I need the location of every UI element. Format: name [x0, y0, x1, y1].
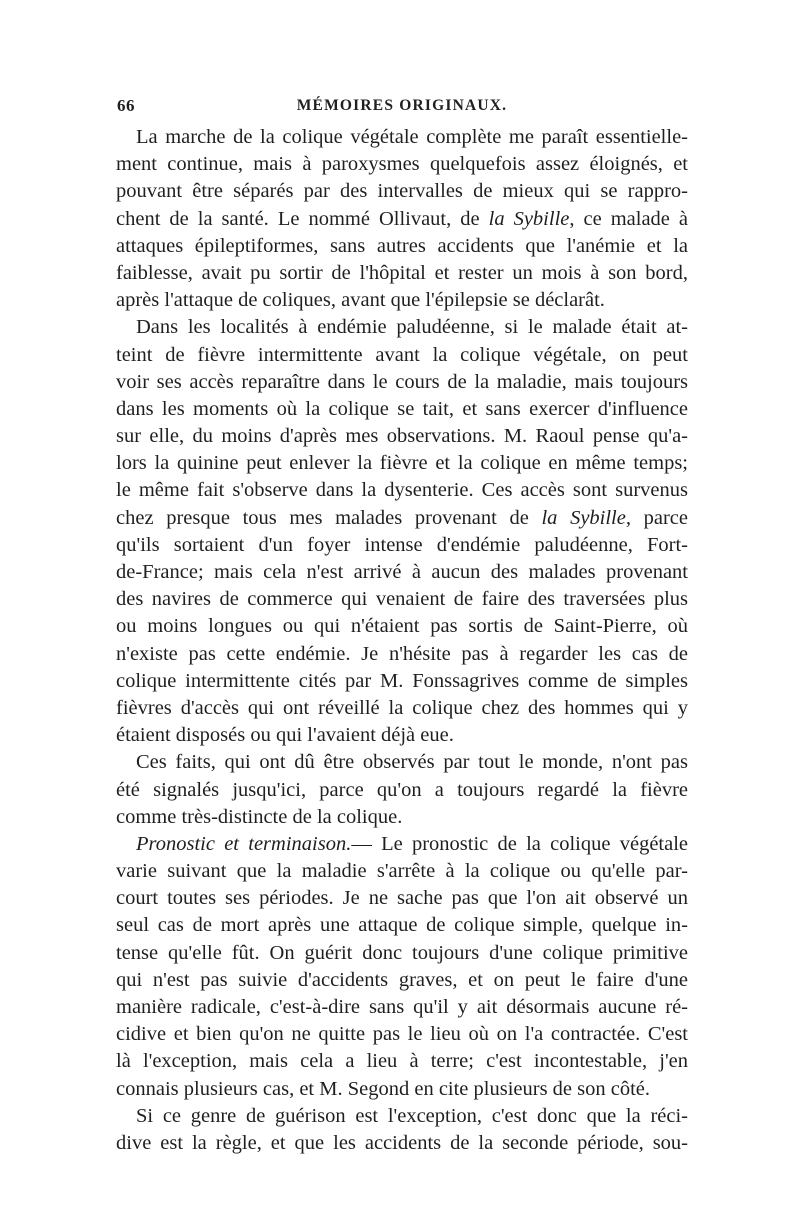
line-text: lors la quinine peut enlever la fièvre et la colique en même temps; [116, 452, 688, 475]
text-line [116, 994, 688, 1021]
line-text: sur elle, du moins d'après mes observations. M. Raoul pense qu'a- [116, 425, 688, 448]
line-text: n'existe pas cette endémie. Je n'hésite pas à regarder les cas de [116, 642, 688, 665]
line-text: le même fait s'observe dans la dysenterie. Ces accès sont survenus [116, 479, 688, 502]
text-line [116, 831, 688, 858]
text-line [116, 260, 688, 287]
text-line [116, 450, 688, 477]
text-line [116, 1048, 688, 1075]
line-text: fièvres d'accès qui ont réveillé la colique chez des hommes qui y [116, 696, 688, 719]
line-text: — Le pronostic de la colique végétale [351, 832, 689, 855]
text-line [116, 532, 688, 559]
text-line [116, 477, 688, 504]
text-line [116, 586, 688, 613]
line-text: dive est la règle, et que les accidents de la seconde période, sou- [116, 1131, 688, 1154]
line-text: , ce malade à [569, 207, 689, 230]
line-text: cidive et bien qu'on ne quitte pas le lieu où on l'a contractée. C'est [116, 1023, 688, 1046]
text-line [116, 777, 688, 804]
page-number: 66 [117, 96, 135, 115]
text-line [116, 967, 688, 994]
text-line [116, 559, 688, 586]
running-title: MÉMOIRES ORIGINAUX. [296, 97, 508, 114]
line-text: teint de fièvre intermittente avant la colique végétale, on peut [116, 343, 688, 366]
line-text: manière radicale, c'est-à-dire sans qu'il y ait désormais aucune ré- [116, 996, 688, 1018]
line-text: varie suivant que la maladie s'arrête à la colique ou qu'elle par- [116, 860, 688, 883]
italic-text: la Sybille [488, 207, 570, 230]
line-text: pouvant être séparés par des intervalles de mieux qui se rappro- [116, 180, 688, 203]
line-text: après l'attaque de coliques, avant que l'épilepsie se déclarât. [116, 289, 605, 312]
italic-text: la Sybille, [541, 506, 631, 529]
line-text: étaient disposés ou qui l'avaient déjà eue. [116, 724, 454, 747]
text-line [116, 804, 688, 831]
italic-text: Pronostic et terminaison. [136, 832, 352, 855]
text-line [116, 342, 688, 369]
text-line [116, 151, 688, 178]
line-text: attaques épileptiformes, sans autres accidents que l'anémie et la [116, 234, 688, 257]
text-line [116, 912, 688, 939]
line-text: ou moins longues ou qui n'étaient pas sortis de Saint-Pierre, où [116, 615, 688, 638]
text-line [116, 1076, 688, 1103]
line-text: été signalés jusqu'ici, parce qu'on a toujours regardé la fièvre [116, 778, 688, 801]
text-line [116, 613, 688, 640]
text-line [116, 396, 688, 423]
line-text: ment continue, mais à paroxysmes quelquefois assez éloignés, et [116, 153, 688, 176]
text-line [116, 369, 688, 396]
line-text: qu'ils sortaient d'un foyer intense d'endémie paludéenne, Fort- [116, 533, 688, 556]
text-line [116, 423, 688, 450]
line-text: là l'exception, mais cela a lieu à terre; c'est incontestable, j'en [116, 1050, 688, 1073]
line-text: dans les moments où la colique se tait, et sans exercer d'influence [116, 397, 688, 420]
line-text: seul cas de mort après une attaque de colique simple, quelque in- [116, 914, 688, 937]
body-text [116, 124, 688, 1157]
line-text: faiblesse, avait pu sortir de l'hôpital et rester un mois à son bord, [116, 261, 688, 284]
line-text: connais plusieurs cas, et M. Segond en cite plusieurs de son côté. [116, 1077, 651, 1100]
line-text: qui n'est pas suivie d'accidents graves, et on peut le faire d'une [116, 968, 688, 991]
line-text: voir ses accès reparaître dans le cours de la maladie, mais toujours [116, 370, 688, 393]
line-text: chent de la santé. Le nommé Ollivaut, de [116, 207, 489, 230]
text-line [116, 858, 688, 885]
text-line [116, 233, 688, 260]
text-line [116, 124, 688, 151]
text-line [116, 940, 688, 967]
text-line [116, 641, 688, 668]
text-line [116, 178, 688, 205]
line-text: Dans les localités à endémie paludéenne, si le malade était at- [136, 316, 688, 339]
line-text: court toutes ses périodes. Je ne sache pas que l'on ait observé un [116, 887, 688, 910]
line-text: La marche de la colique végétale complète me paraît essentielle- [136, 126, 688, 148]
text-line [116, 695, 688, 722]
text-line [116, 668, 688, 695]
text-line [116, 314, 688, 341]
text-line [116, 206, 688, 233]
text-line [116, 722, 688, 749]
line-text: comme très-distincte de la colique. [116, 805, 403, 828]
text-line [116, 505, 688, 532]
line-text: colique intermittente cités par M. Fonssagrives comme de simples [116, 669, 688, 692]
line-text: des navires de commerce qui venaient de faire des traversées plus [116, 588, 688, 611]
line-text: Ces faits, qui ont dû être observés par tout le monde, n'ont pas [136, 751, 688, 774]
text-line [116, 749, 688, 776]
text-line [116, 1130, 688, 1157]
line-text: chez presque tous mes malades provenant de [116, 506, 542, 529]
line-text: Si ce genre de guérison est l'exception, c'est donc que la réci- [136, 1104, 688, 1127]
line-text: de-France; mais cela n'est arrivé à aucun des malades provenant [116, 561, 688, 583]
line-text: tense qu'elle fût. On guérit donc toujours d'une colique primitive [116, 941, 688, 964]
text-line [116, 885, 688, 912]
text-line [116, 1103, 688, 1130]
page-header [117, 96, 687, 120]
text-line [116, 1021, 688, 1048]
text-line [116, 287, 688, 314]
line-text: parce [630, 506, 689, 529]
